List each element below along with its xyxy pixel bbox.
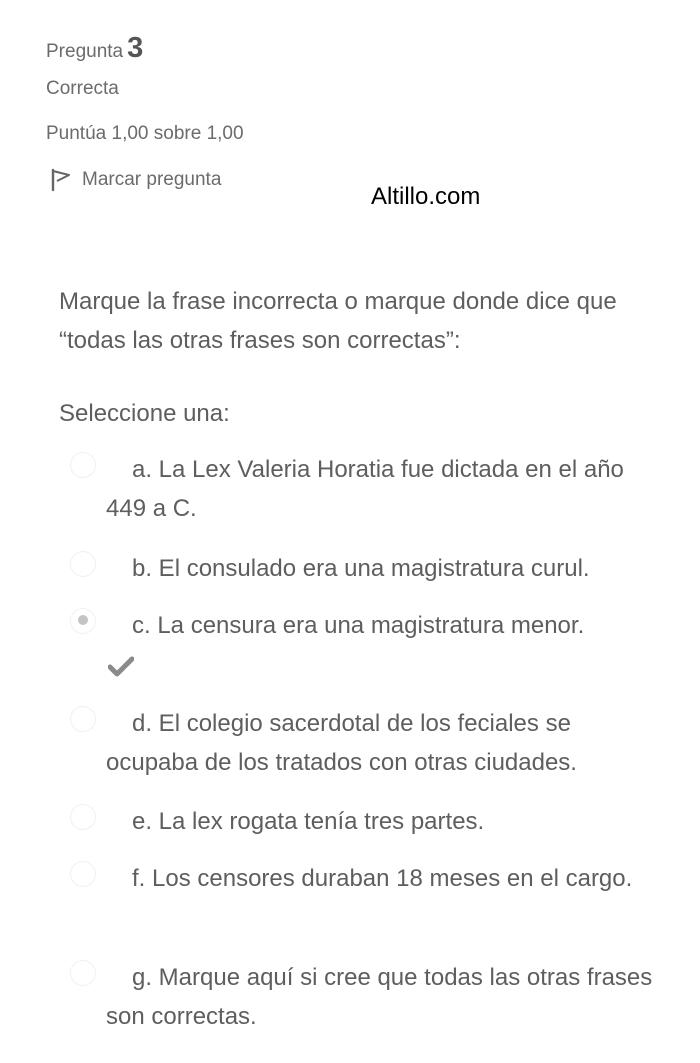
radio-button-selected[interactable] bbox=[70, 608, 96, 634]
answer-option-d[interactable] bbox=[106, 704, 666, 782]
check-icon bbox=[108, 656, 134, 678]
question-state: Correcta bbox=[46, 78, 119, 99]
flag-icon bbox=[50, 168, 72, 192]
answer-option-label: c. La censura era una magistratura menor. bbox=[132, 612, 585, 639]
radio-button[interactable] bbox=[70, 551, 96, 577]
answer-option-c[interactable] bbox=[106, 606, 666, 645]
question-text: Marque la frase incorrecta o marque donde dice que “todas las otras frases son correctas”: bbox=[59, 288, 617, 354]
answer-option-label: a. La Lex Valeria Horatia fue dictada en el año 449 a C. bbox=[106, 456, 624, 522]
answer-option-label: f. Los censores duraban 18 meses en el cargo. bbox=[132, 865, 633, 892]
answer-option-label: d. El colegio sacerdotal de los feciales se ocupaba de los tratados con otras ciudades. bbox=[106, 710, 577, 776]
radio-button[interactable] bbox=[70, 861, 96, 887]
answer-option-a[interactable] bbox=[106, 450, 666, 528]
radio-button[interactable] bbox=[70, 960, 96, 986]
answer-option-b[interactable] bbox=[106, 549, 666, 588]
question-grade: Puntúa 1,00 sobre 1,00 bbox=[46, 123, 244, 144]
question-number bbox=[46, 32, 143, 65]
answer-prompt: Seleccione una: bbox=[59, 400, 230, 427]
question-number-value: 3 bbox=[127, 32, 144, 64]
answer-option-e[interactable] bbox=[106, 802, 666, 841]
answer-option-label: g. Marque aquí si cree que todas las otras frases son correctas. bbox=[106, 964, 653, 1030]
flag-question-button[interactable] bbox=[50, 168, 221, 192]
answer-option-label: b. El consulado era una magistratura curul. bbox=[132, 555, 590, 582]
radio-button[interactable] bbox=[70, 452, 96, 478]
radio-button[interactable] bbox=[70, 706, 96, 732]
answer-option-label: e. La lex rogata tenía tres partes. bbox=[132, 808, 485, 835]
flag-question-label: Marcar pregunta bbox=[82, 169, 222, 190]
watermark-text: Altillo.com bbox=[371, 183, 481, 210]
answer-option-g[interactable] bbox=[106, 958, 666, 1036]
answer-option-f[interactable] bbox=[106, 859, 666, 898]
question-label: Pregunta bbox=[46, 41, 124, 62]
radio-button[interactable] bbox=[70, 804, 96, 830]
